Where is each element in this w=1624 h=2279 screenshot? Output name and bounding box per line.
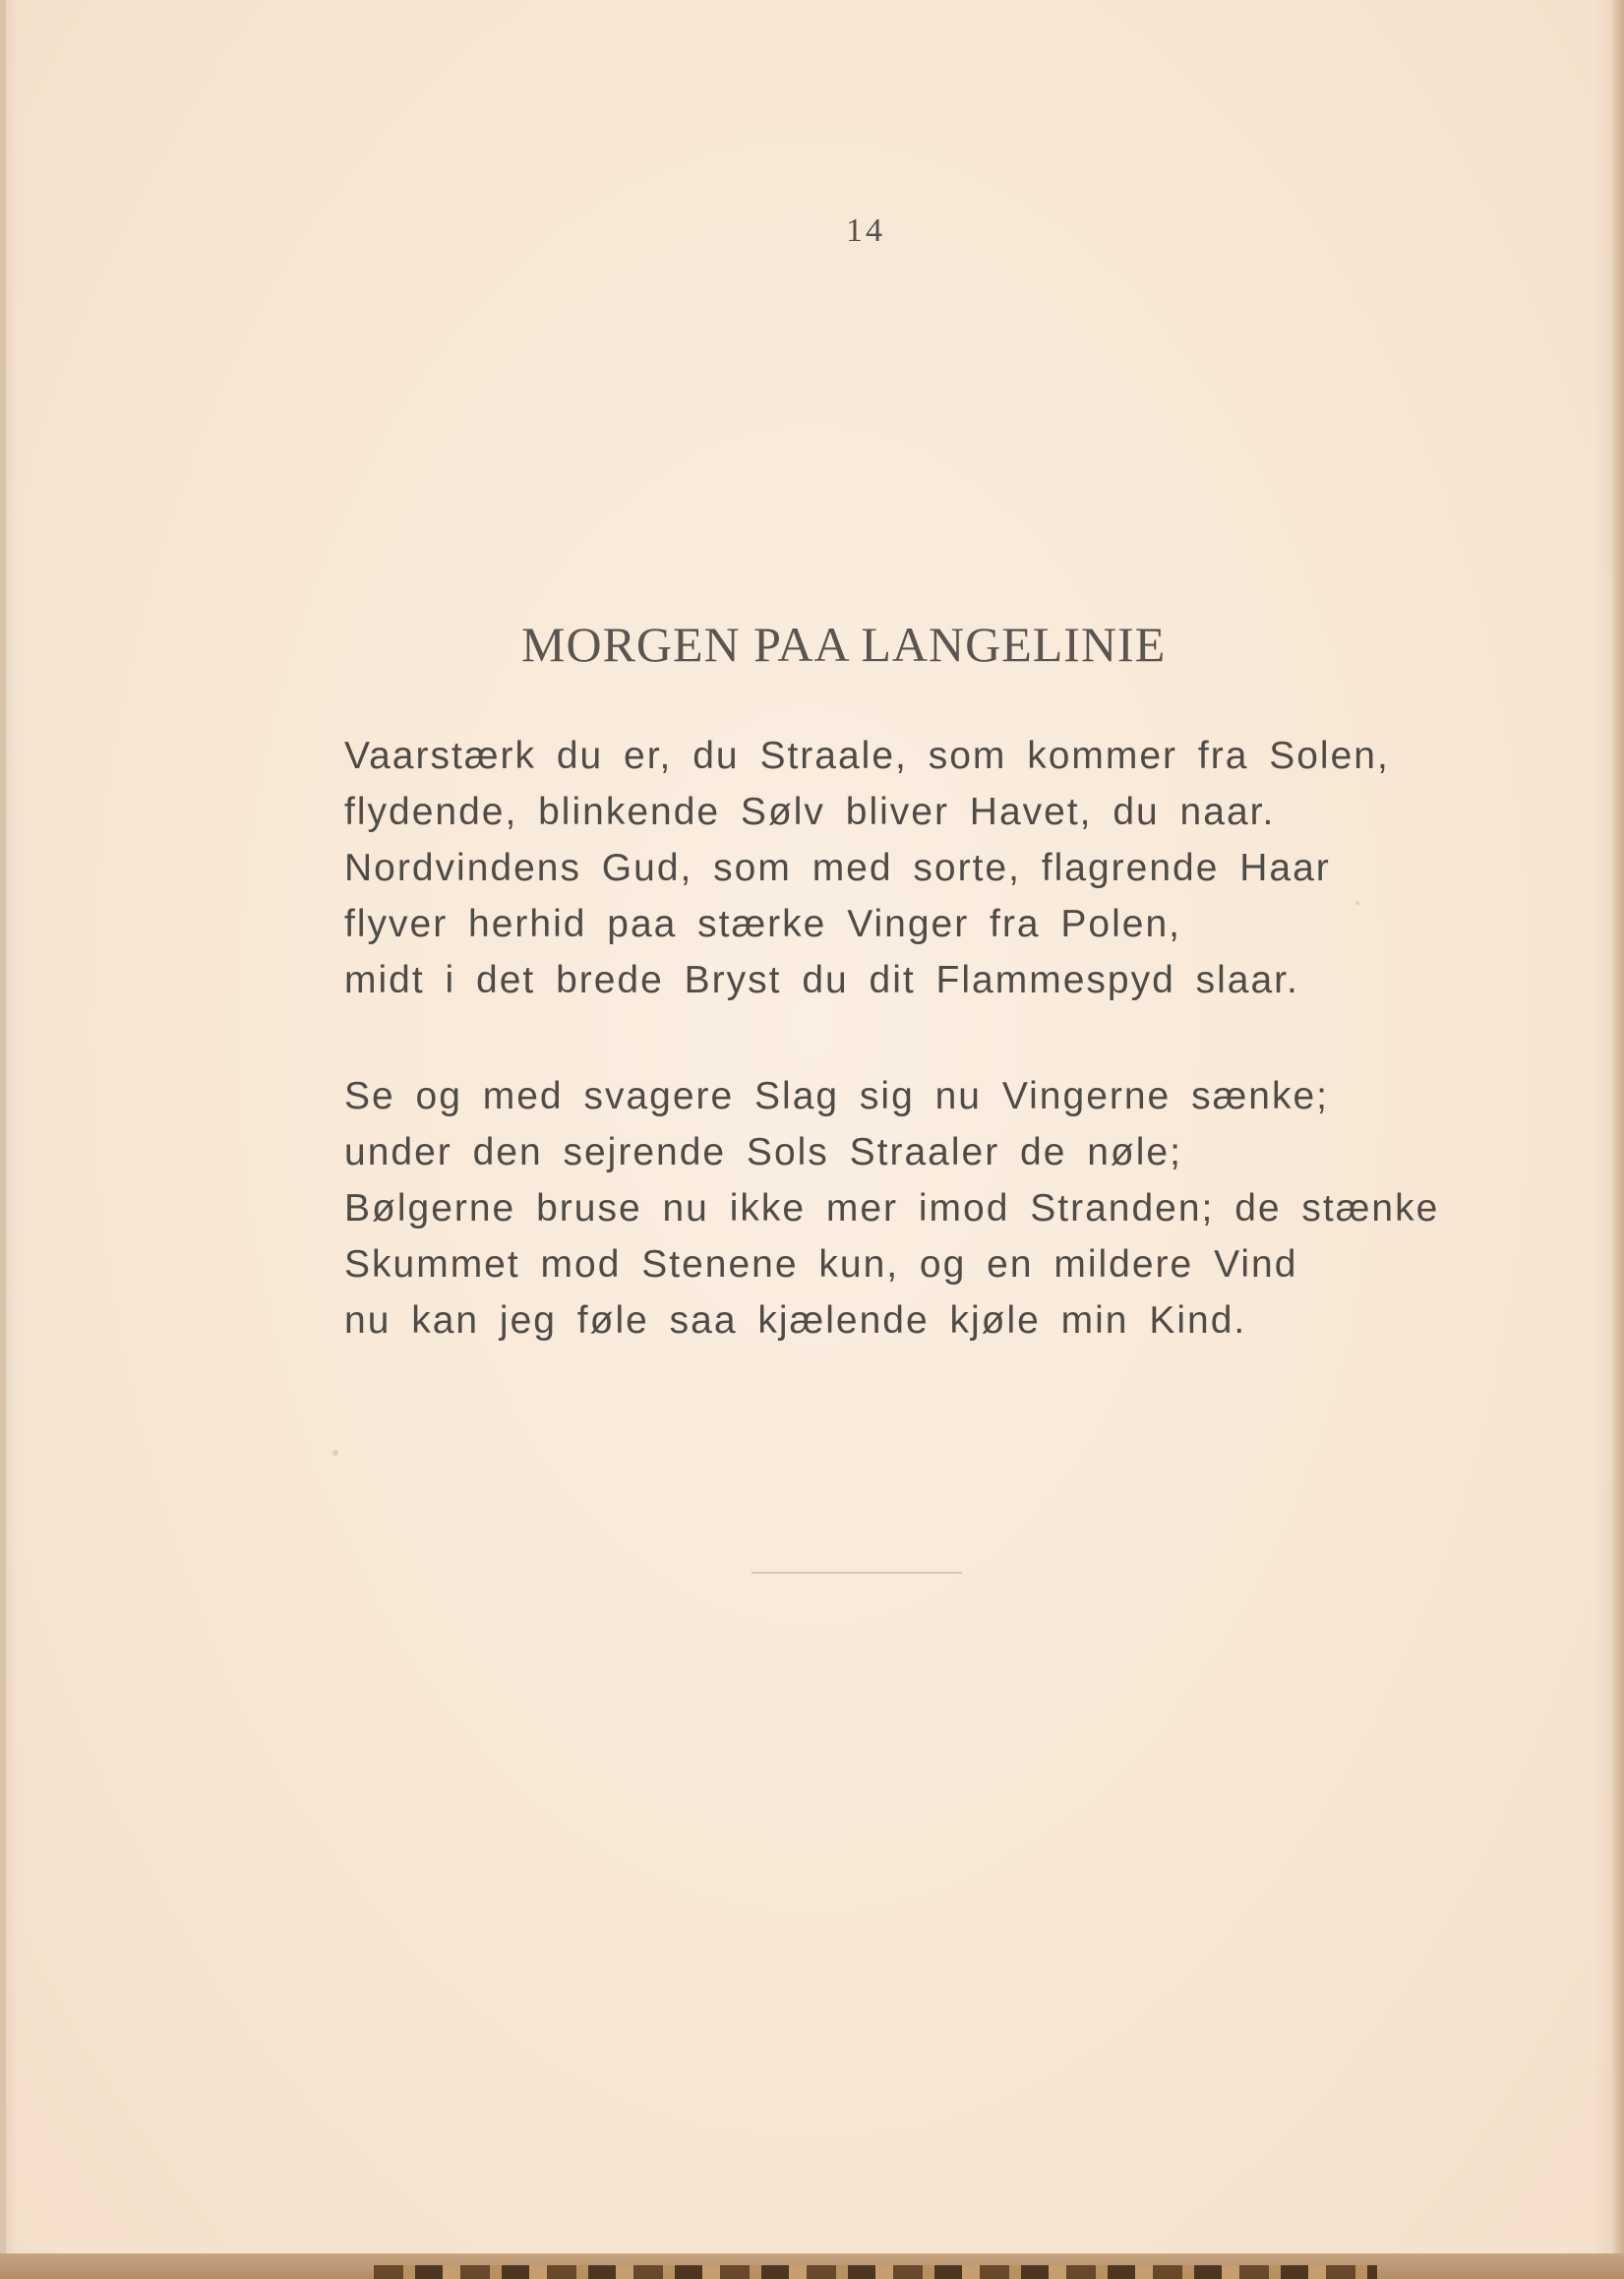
section-divider <box>752 1572 962 1574</box>
poem-line: flydende, blinkende Sølv bliver Havet, du naar. <box>344 791 1276 833</box>
poem-stanza-1 <box>344 728 1390 1008</box>
poem-title: MORGEN PAA LANGELINIE <box>521 617 1167 672</box>
poem-line: midt i det brede Bryst du dit Flammespyd slaar. <box>344 959 1299 1001</box>
marbled-endpaper-strip <box>374 2265 1377 2279</box>
poem-line: under den sejrende Sols Straaler de nøle; <box>344 1131 1182 1173</box>
poem-line: flyver herhid paa stærke Vinger fra Polen, <box>344 903 1181 945</box>
poem-line: Bølgerne bruse nu ikke mer imod Stranden; de stænke <box>344 1187 1440 1229</box>
page-right-edge <box>1612 0 1624 2279</box>
poem-stanza-2 <box>344 1068 1439 1349</box>
paper-speck <box>332 1450 338 1456</box>
page-number: 14 <box>846 212 885 249</box>
paper-speck <box>1355 901 1359 905</box>
poem-line: Se og med svagere Slag sig nu Vingerne sænke; <box>344 1075 1329 1117</box>
poem-line: nu kan jeg føle saa kjælende kjøle min Kind. <box>344 1299 1247 1342</box>
poem-line: Nordvindens Gud, som med sorte, flagrende Haar <box>344 847 1331 889</box>
page-left-edge <box>0 0 6 2279</box>
poem-line: Vaarstærk du er, du Straale, som kommer fra Solen, <box>344 735 1390 777</box>
poem-line: Skummet mod Stenene kun, og en mildere Vind <box>344 1243 1298 1286</box>
